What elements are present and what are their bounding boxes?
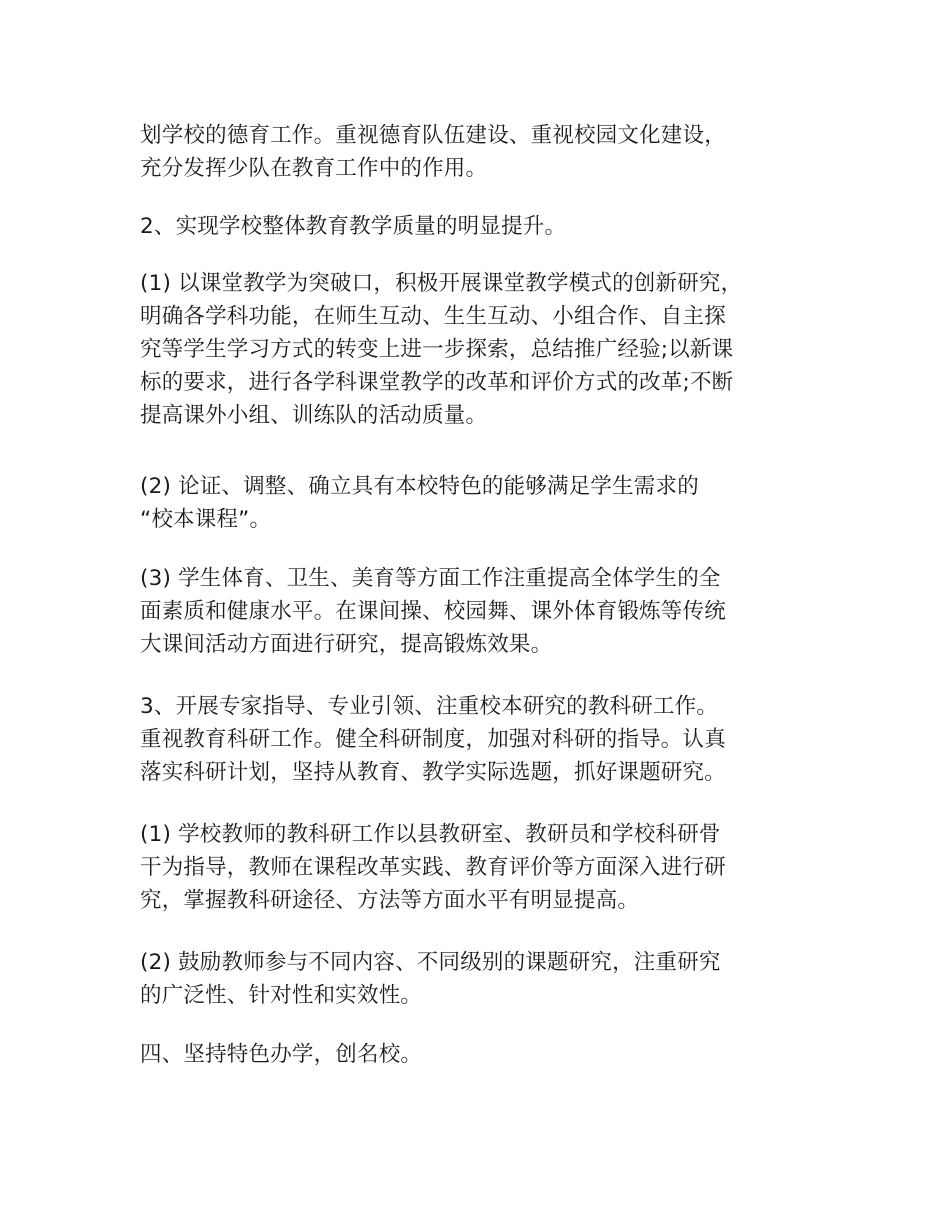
paragraph-section-2-heading xyxy=(140,210,566,243)
text-line: 标的要求，进行各学科课堂教学的改革和评价方式的改革;不断 xyxy=(140,370,734,395)
text-line: 重视教育科研工作。健全科研制度，加强对科研的指导。认真 xyxy=(140,727,726,752)
paragraph-item-2-3 xyxy=(140,562,726,661)
text-line: 落实科研计划，坚持从教育、教学实际选题，抓好课题研究。 xyxy=(140,760,726,785)
text-line: (1) 学校教师的教科研工作以县教研室、教研员和学校科研骨 xyxy=(140,822,721,847)
text-line: (2) 鼓励教师参与不同内容、不同级别的课题研究，注重研究 xyxy=(140,950,721,975)
text-line: (1) 以课堂教学为突破口，积极开展课堂教学模式的创新研究， xyxy=(140,271,743,296)
text-line: 提高课外小组、训练队的活动质量。 xyxy=(140,403,488,428)
text-line: 3、开展专家指导、专业引领、注重校本研究的教科研工作。 xyxy=(140,694,719,719)
paragraph-item-2-2 xyxy=(140,470,699,536)
text-line: 究等学生学习方式的转变上进一步探索，总结推广经验;以新课 xyxy=(140,337,734,362)
text-line: “校本课程”。 xyxy=(140,507,272,532)
text-line: 充分发挥少队在教育工作中的作用。 xyxy=(140,156,488,181)
text-line: 的广泛性、针对性和实效性。 xyxy=(140,983,423,1008)
paragraph-item-3-1 xyxy=(140,818,726,917)
text-line: 大课间活动方面进行研究，提高锻炼效果。 xyxy=(140,632,553,657)
text-line: 面素质和健康水平。在课间操、校园舞、课外体育锻炼等传统 xyxy=(140,599,726,624)
paragraph-item-3-2 xyxy=(140,946,721,1012)
text-line: 2、实现学校整体教育教学质量的明显提升。 xyxy=(140,214,567,239)
text-line: (3) 学生体育、卫生、美育等方面工作注重提高全体学生的全 xyxy=(140,566,721,591)
paragraph-item-2-1 xyxy=(140,267,742,432)
text-line: 四、坚持特色办学，创名校。 xyxy=(140,1042,423,1067)
text-line: 明确各学科功能，在师生互动、生生互动、小组合作、自主探 xyxy=(140,304,726,329)
text-line: 究，掌握教科研途径、方法等方面水平有明显提高。 xyxy=(140,888,640,913)
paragraph-moral-education xyxy=(140,119,726,185)
paragraph-section-4-heading xyxy=(140,1038,422,1071)
text-line: 干为指导，教师在课程改革实践、教育评价等方面深入进行研 xyxy=(140,855,726,880)
text-line: (2) 论证、调整、确立具有本校特色的能够满足学生需求的 xyxy=(140,474,699,499)
paragraph-section-3 xyxy=(140,690,726,789)
text-line: 划学校的德育工作。重视德育队伍建设、重视校园文化建设， xyxy=(140,123,726,148)
